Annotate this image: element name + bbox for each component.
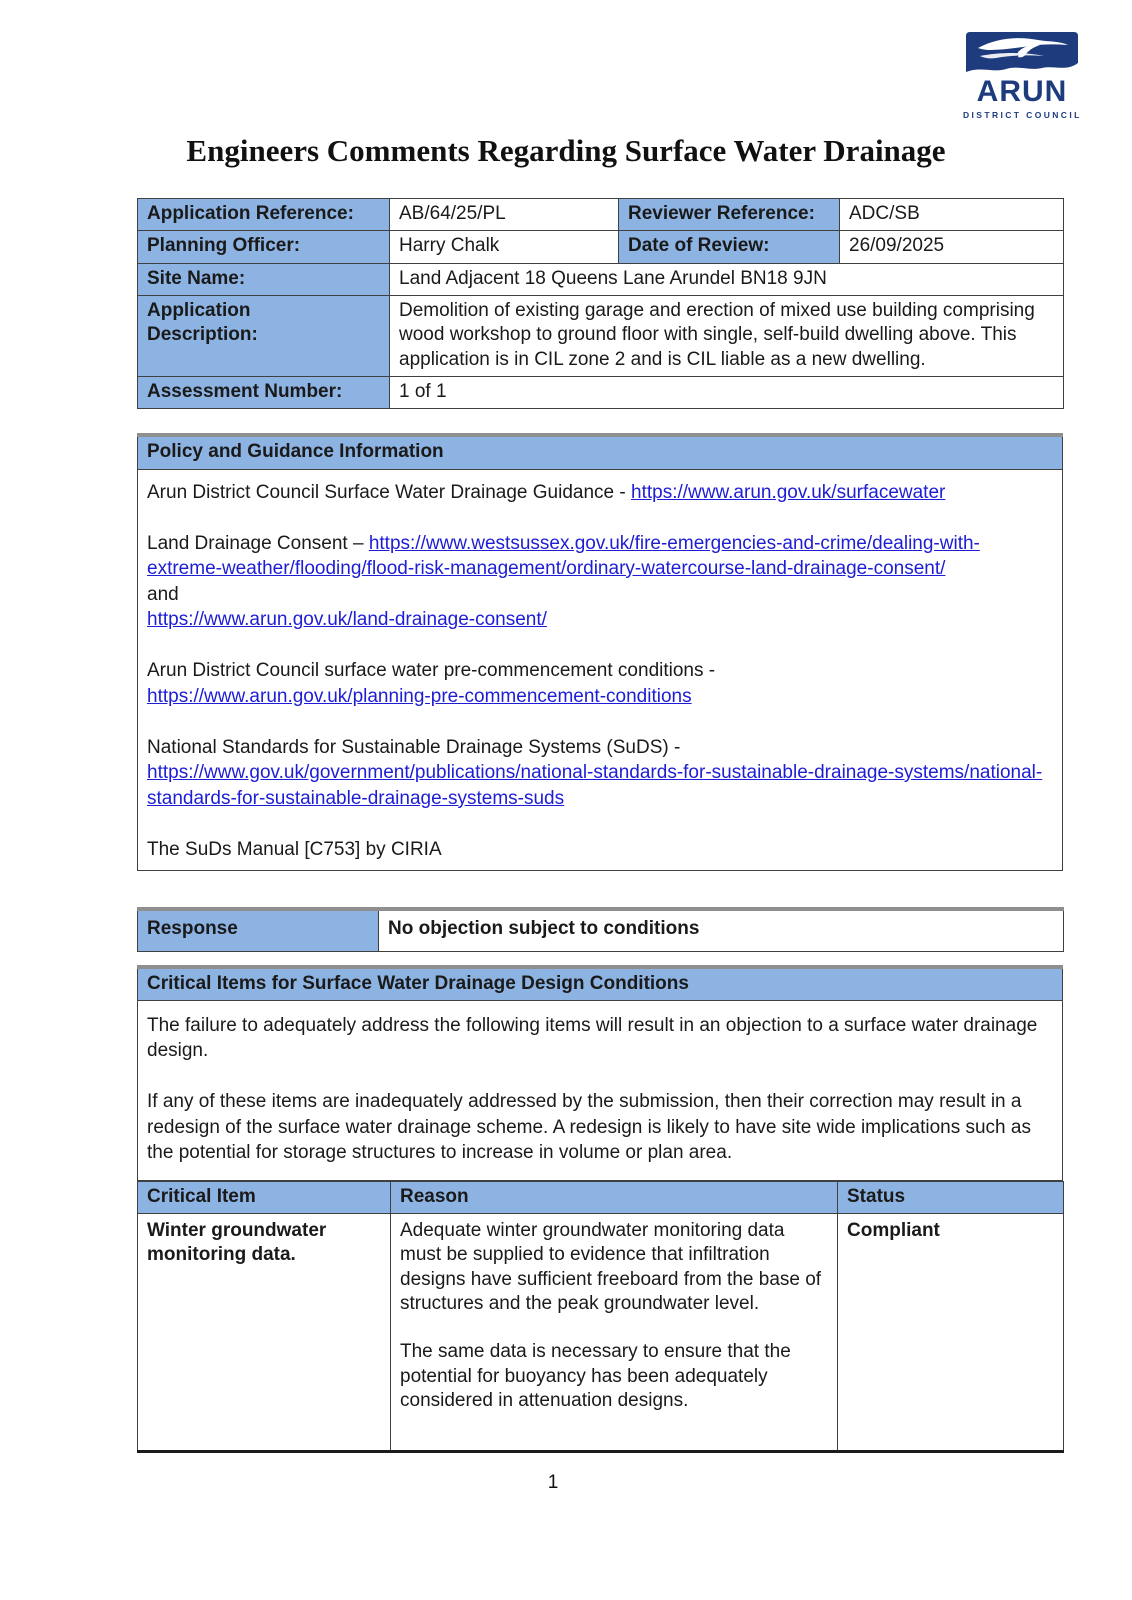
table-row: [138, 1000, 1063, 1180]
guidance-line: and: [147, 583, 179, 605]
response-table: [137, 907, 1064, 952]
link-arun-surfacewater[interactable]: https://www.arun.gov.uk/surfacewater: [631, 481, 946, 503]
reviewer-reference-label: Reviewer Reference:: [619, 199, 840, 231]
policy-guidance-section: [137, 433, 1063, 871]
guidance-line: Arun District Council surface water pre-commencement conditions -: [147, 660, 716, 681]
application-info-table: [137, 198, 1064, 409]
assessment-number-label: Assessment Number:: [138, 376, 390, 408]
reason-paragraph: The same data is necessary to ensure that the potential for buoyancy has been adequately considered in attenuation designs.: [400, 1341, 791, 1411]
column-header-status: Status: [838, 1181, 1064, 1213]
logo-subtitle: DISTRICT COUNCIL: [963, 110, 1082, 120]
blank-line: [147, 505, 1053, 531]
table-row: [138, 231, 1064, 263]
response-label: Response: [138, 909, 379, 951]
assessment-number-value: 1 of 1: [390, 376, 1064, 408]
link-arun-pre-commencement-conditions[interactable]: https://www.arun.gov.uk/planning-pre-commencement-conditions: [147, 685, 692, 707]
page-number: 1: [547, 1472, 559, 1493]
critical-item-reason: [391, 1214, 838, 1452]
site-name-label: Site Name:: [138, 263, 390, 295]
policy-section-body: [138, 469, 1063, 871]
date-of-review-label: Date of Review:: [619, 231, 840, 263]
date-of-review-value: 26/09/2025: [840, 231, 1064, 263]
table-row: [138, 295, 1064, 376]
critical-intro-paragraph: If any of these items are inadequately addressed by the submission, then their correction may result in a redesign of the surface water drainage scheme. A redesign is likely to have site wide implications such as the potential for storage structures to increase in volume or plan area.: [147, 1091, 1031, 1164]
arun-district-council-logo: [963, 32, 1081, 120]
blank-line: [147, 709, 1053, 735]
site-name-value: Land Adjacent 18 Queens Lane Arundel BN18 9JN: [390, 263, 1064, 295]
table-row: [138, 199, 1064, 231]
status-badge: Compliant: [838, 1214, 1064, 1452]
table-row: [138, 469, 1063, 871]
column-header-critical-item: Critical Item: [138, 1181, 391, 1213]
guidance-line: Arun District Council Surface Water Drainage Guidance - https://www.arun.gov.uk/surfacewater: [147, 481, 946, 503]
table-row: [138, 1181, 1064, 1213]
response-value: No objection subject to conditions: [379, 909, 1064, 951]
blank-line: [400, 1316, 828, 1340]
critical-items-header: Critical Items for Surface Water Drainage Design Conditions: [138, 967, 1063, 1001]
blank-line: [147, 811, 1053, 837]
page-title: Engineers Comments Regarding Surface Water Drainage: [186, 133, 946, 168]
critical-item-name: Winter groundwater monitoring data.: [138, 1214, 391, 1452]
table-row: [138, 909, 1064, 951]
planning-officer-label: Planning Officer:: [138, 231, 390, 263]
critical-items-section: [137, 965, 1063, 1181]
guidance-line: Land Drainage Consent – https://www.westsussex.gov.uk/fire-emergencies-and-crime/dealing-with-extreme-weather/flooding/flood-risk-management/ordinary-watercourse-land-drainage-consent/: [147, 532, 980, 579]
critical-intro-paragraph: The failure to adequately address the following items will result in an objection to a surface water drainage design.: [147, 1014, 1038, 1062]
column-header-reason: Reason: [391, 1181, 838, 1213]
table-row: [138, 376, 1064, 408]
application-description-label: Application Description:: [138, 295, 390, 376]
application-reference-label: Application Reference:: [138, 199, 390, 231]
guidance-line: The SuDs Manual [C753] by CIRIA: [147, 838, 442, 860]
guidance-line: National Standards for Sustainable Drainage Systems (SuDS) -: [147, 736, 681, 758]
blank-line: [147, 633, 1053, 659]
critical-items-intro: [138, 1000, 1063, 1180]
reviewer-reference-value: ADC/SB: [840, 199, 1064, 231]
link-arun-land-drainage-consent[interactable]: https://www.arun.gov.uk/land-drainage-consent/: [147, 609, 547, 630]
logo-name: ARUN: [976, 75, 1068, 108]
table-row: [138, 263, 1064, 295]
guidance-line: [147, 684, 1053, 710]
planning-officer-value: Harry Chalk: [390, 231, 619, 263]
wave-bird-icon: [966, 32, 1078, 76]
application-description-value: Demolition of existing garage and erection of mixed use building comprising wood workshop to ground floor with single, self-build dwelling above. This application is in CIL zone 2 and is CIL liable as a new dwelling.: [390, 295, 1064, 376]
policy-section-header: Policy and Guidance Information: [138, 435, 1063, 469]
guidance-line: [147, 760, 1053, 811]
link-westsussex-land-drainage-consent[interactable]: https://www.westsussex.gov.uk/fire-emergencies-and-crime/dealing-with-extreme-weather/flooding/flood-risk-management/ordinary-watercourse-land-drainage-consent/: [147, 532, 980, 579]
critical-items-table: [137, 1181, 1064, 1453]
blank-line: [147, 1064, 1053, 1090]
link-govuk-suds-national-standards[interactable]: https://www.gov.uk/government/publications/national-standards-for-sustainable-drainage-systems/national-standards-for-sustainable-drainage-systems-suds: [147, 762, 1043, 809]
guidance-line: [147, 607, 1053, 633]
table-row: [138, 1214, 1064, 1452]
table-row: [138, 435, 1063, 469]
reason-paragraph: Adequate winter groundwater monitoring data must be supplied to evidence that infiltration designs have sufficient freeboard from the base of structures and the peak groundwater level.: [400, 1220, 822, 1315]
table-row: [138, 967, 1063, 1001]
application-reference-value: AB/64/25/PL: [390, 199, 619, 231]
